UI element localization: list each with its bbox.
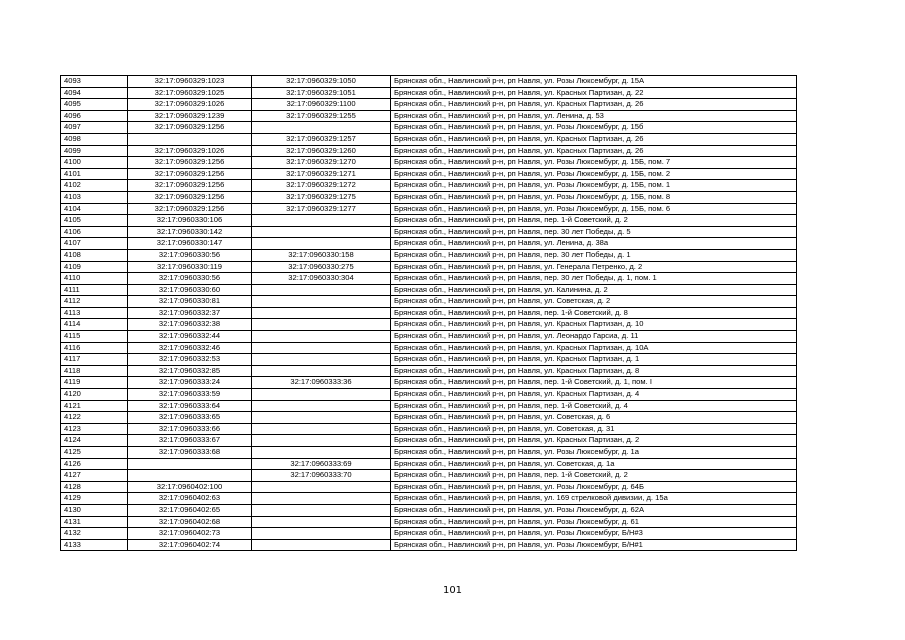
related-cadastral-number-cell [252, 447, 391, 459]
table-row [61, 157, 797, 169]
table-row [61, 215, 797, 227]
cadastral-number-cell: 32:17:0960402:100 [128, 481, 252, 493]
table-row [61, 504, 797, 516]
address-cell: Брянская обл., Навлинский р-н, рп Навля, ул. Розы Люксембург, д. 61 [391, 516, 797, 528]
related-cadastral-number-cell [252, 481, 391, 493]
table-row [61, 261, 797, 273]
address-cell: Брянская обл., Навлинский р-н, рп Навля, ул. Красных Партизан, д. 4 [391, 389, 797, 401]
cadastral-number-cell: 32:17:0960329:1256 [128, 191, 252, 203]
address-cell: Брянская обл., Навлинский р-н, рп Навля, пер. 30 лет Победы, д. 1, пом. 1 [391, 273, 797, 285]
address-cell: Брянская обл., Навлинский р-н, рп Навля, пер. 1-й Советский, д. 2 [391, 215, 797, 227]
address-cell: Брянская обл., Навлинский р-н, рп Навля, ул. Розы Люксембург, д. 62А [391, 504, 797, 516]
table-row [61, 412, 797, 424]
table-row [61, 435, 797, 447]
row-number-cell: 4127 [61, 470, 128, 482]
related-cadastral-number-cell [252, 226, 391, 238]
related-cadastral-number-cell: 32:17:0960330:275 [252, 261, 391, 273]
related-cadastral-number-cell [252, 296, 391, 308]
related-cadastral-number-cell: 32:17:0960329:1277 [252, 203, 391, 215]
cadastral-number-cell: 32:17:0960402:74 [128, 539, 252, 551]
table-row [61, 400, 797, 412]
related-cadastral-number-cell [252, 331, 391, 343]
row-number-cell: 4116 [61, 342, 128, 354]
table-row [61, 99, 797, 111]
row-number-cell: 4105 [61, 215, 128, 227]
related-cadastral-number-cell [252, 504, 391, 516]
related-cadastral-number-cell [252, 389, 391, 401]
table-row [61, 481, 797, 493]
address-cell: Брянская обл., Навлинский р-н, рп Навля, ул. Розы Люксембург, д. 15б [391, 122, 797, 134]
table-row [61, 377, 797, 389]
related-cadastral-number-cell [252, 516, 391, 528]
address-cell: Брянская обл., Навлинский р-н, рп Навля, ул. Красных Партизан, д. 26 [391, 99, 797, 111]
table-row [61, 226, 797, 238]
address-cell: Брянская обл., Навлинский р-н, рп Навля, ул. Ленина, д. 53 [391, 110, 797, 122]
related-cadastral-number-cell [252, 354, 391, 366]
related-cadastral-number-cell: 32:17:0960329:1257 [252, 133, 391, 145]
related-cadastral-number-cell: 32:17:0960330:304 [252, 273, 391, 285]
row-number-cell: 4111 [61, 284, 128, 296]
cadastral-number-cell: 32:17:0960330:60 [128, 284, 252, 296]
table-row [61, 470, 797, 482]
related-cadastral-number-cell: 32:17:0960329:1272 [252, 180, 391, 192]
table-row [61, 493, 797, 505]
cadastral-number-cell: 32:17:0960330:56 [128, 273, 252, 285]
related-cadastral-number-cell [252, 423, 391, 435]
related-cadastral-number-cell [252, 539, 391, 551]
row-number-cell: 4131 [61, 516, 128, 528]
related-cadastral-number-cell [252, 342, 391, 354]
address-cell: Брянская обл., Навлинский р-н, рп Навля, ул. Калинина, д. 2 [391, 284, 797, 296]
address-cell: Брянская обл., Навлинский р-н, рп Навля, пер. 30 лет Победы, д. 5 [391, 226, 797, 238]
table-body [61, 76, 797, 551]
table-row [61, 284, 797, 296]
table-row [61, 389, 797, 401]
address-cell: Брянская обл., Навлинский р-н, рп Навля, ул. Советская, д. 6 [391, 412, 797, 424]
address-cell: Брянская обл., Навлинский р-н, рп Навля, ул. Генерала Петренко, д. 2 [391, 261, 797, 273]
row-number-cell: 4099 [61, 145, 128, 157]
address-cell: Брянская обл., Навлинский р-н, рп Навля, ул. Красных Партизан, д. 1 [391, 354, 797, 366]
table-row [61, 238, 797, 250]
cadastral-number-cell: 32:17:0960333:65 [128, 412, 252, 424]
cadastral-register-table [60, 75, 797, 551]
cadastral-number-cell: 32:17:0960402:63 [128, 493, 252, 505]
page-number: 101 [442, 585, 463, 596]
related-cadastral-number-cell [252, 365, 391, 377]
row-number-cell: 4118 [61, 365, 128, 377]
table-row [61, 539, 797, 551]
row-number-cell: 4110 [61, 273, 128, 285]
table-row [61, 458, 797, 470]
cadastral-number-cell [128, 470, 252, 482]
cadastral-number-cell: 32:17:0960329:1256 [128, 168, 252, 180]
table-row [61, 342, 797, 354]
table-row [61, 365, 797, 377]
address-cell: Брянская обл., Навлинский р-н, рп Навля, ул. Красных Партизан, д. 2 [391, 435, 797, 447]
row-number-cell: 4120 [61, 389, 128, 401]
related-cadastral-number-cell: 32:17:0960333:36 [252, 377, 391, 389]
address-cell: Брянская обл., Навлинский р-н, рп Навля, пер. 1-й Советский, д. 8 [391, 307, 797, 319]
address-cell: Брянская обл., Навлинский р-н, рп Навля, ул. Розы Люксембург, д. 1а [391, 447, 797, 459]
related-cadastral-number-cell [252, 284, 391, 296]
address-cell: Брянская обл., Навлинский р-н, рп Навля, ул. Розы Люксембург, д. 15Б, пом. 7 [391, 157, 797, 169]
address-cell: Брянская обл., Навлинский р-н, рп Навля, ул. Красных Партизан, д. 26 [391, 133, 797, 145]
table-row [61, 516, 797, 528]
related-cadastral-number-cell: 32:17:0960329:1255 [252, 110, 391, 122]
cadastral-number-cell: 32:17:0960329:1026 [128, 145, 252, 157]
row-number-cell: 4125 [61, 447, 128, 459]
cadastral-number-cell: 32:17:0960329:1023 [128, 76, 252, 88]
row-number-cell: 4128 [61, 481, 128, 493]
address-cell: Брянская обл., Навлинский р-н, рп Навля, ул. Советская, д. 1а [391, 458, 797, 470]
related-cadastral-number-cell: 32:17:0960329:1051 [252, 87, 391, 99]
cadastral-number-cell: 32:17:0960329:1256 [128, 157, 252, 169]
address-cell: Брянская обл., Навлинский р-н, рп Навля, ул. Розы Люксембург, Б/Н#1 [391, 539, 797, 551]
row-number-cell: 4129 [61, 493, 128, 505]
table-row [61, 528, 797, 540]
related-cadastral-number-cell: 32:17:0960330:158 [252, 249, 391, 261]
cadastral-number-cell: 32:17:0960333:66 [128, 423, 252, 435]
related-cadastral-number-cell [252, 412, 391, 424]
row-number-cell: 4124 [61, 435, 128, 447]
related-cadastral-number-cell [252, 528, 391, 540]
address-cell: Брянская обл., Навлинский р-н, рп Навля, ул. Розы Люксембург, д. 15Б, пом. 8 [391, 191, 797, 203]
row-number-cell: 4106 [61, 226, 128, 238]
table-row [61, 191, 797, 203]
address-cell: Брянская обл., Навлинский р-н, рп Навля, ул. Розы Люксембург, д. 15Б, пом. 2 [391, 168, 797, 180]
address-cell: Брянская обл., Навлинский р-н, рп Навля, пер. 30 лет Победы, д. 1 [391, 249, 797, 261]
related-cadastral-number-cell: 32:17:0960333:69 [252, 458, 391, 470]
row-number-cell: 4096 [61, 110, 128, 122]
address-cell: Брянская обл., Навлинский р-н, рп Навля, ул. Розы Люксембург, д. 15Б, пом. 6 [391, 203, 797, 215]
cadastral-number-cell: 32:17:0960329:1256 [128, 180, 252, 192]
row-number-cell: 4133 [61, 539, 128, 551]
row-number-cell: 4093 [61, 76, 128, 88]
address-cell: Брянская обл., Навлинский р-н, рп Навля, ул. Советская, д. 31 [391, 423, 797, 435]
row-number-cell: 4097 [61, 122, 128, 134]
cadastral-number-cell: 32:17:0960333:24 [128, 377, 252, 389]
row-number-cell: 4102 [61, 180, 128, 192]
cadastral-number-cell: 32:17:0960329:1026 [128, 99, 252, 111]
cadastral-number-cell: 32:17:0960402:65 [128, 504, 252, 516]
related-cadastral-number-cell [252, 319, 391, 331]
cadastral-number-cell: 32:17:0960332:44 [128, 331, 252, 343]
related-cadastral-number-cell: 32:17:0960329:1050 [252, 76, 391, 88]
row-number-cell: 4101 [61, 168, 128, 180]
cadastral-number-cell: 32:17:0960329:1256 [128, 203, 252, 215]
row-number-cell: 4123 [61, 423, 128, 435]
address-cell: Брянская обл., Навлинский р-н, рп Навля, ул. Ленина, д. 38а [391, 238, 797, 250]
related-cadastral-number-cell: 32:17:0960329:1271 [252, 168, 391, 180]
row-number-cell: 4130 [61, 504, 128, 516]
address-cell: Брянская обл., Навлинский р-н, рп Навля, ул. Леонардо Гарсиа, д. 11 [391, 331, 797, 343]
cadastral-number-cell: 32:17:0960333:67 [128, 435, 252, 447]
table-row [61, 168, 797, 180]
table-row [61, 110, 797, 122]
address-cell: Брянская обл., Навлинский р-н, рп Навля, ул. Советская, д. 2 [391, 296, 797, 308]
row-number-cell: 4112 [61, 296, 128, 308]
row-number-cell: 4117 [61, 354, 128, 366]
table-row [61, 180, 797, 192]
cadastral-number-cell: 32:17:0960402:68 [128, 516, 252, 528]
cadastral-number-cell: 32:17:0960333:68 [128, 447, 252, 459]
address-cell: Брянская обл., Навлинский р-н, рп Навля, ул. Красных Партизан, д. 10А [391, 342, 797, 354]
row-number-cell: 4119 [61, 377, 128, 389]
table-row [61, 423, 797, 435]
related-cadastral-number-cell: 32:17:0960329:1260 [252, 145, 391, 157]
cadastral-number-cell: 32:17:0960330:106 [128, 215, 252, 227]
cadastral-number-cell: 32:17:0960332:46 [128, 342, 252, 354]
row-number-cell: 4100 [61, 157, 128, 169]
row-number-cell: 4109 [61, 261, 128, 273]
address-cell: Брянская обл., Навлинский р-н, рп Навля, ул. Розы Люксембург, Б/Н#3 [391, 528, 797, 540]
row-number-cell: 4108 [61, 249, 128, 261]
table-row [61, 319, 797, 331]
table-row [61, 447, 797, 459]
table-row [61, 203, 797, 215]
related-cadastral-number-cell [252, 435, 391, 447]
address-cell: Брянская обл., Навлинский р-н, рп Навля, ул. Красных Партизан, д. 26 [391, 145, 797, 157]
table-row [61, 331, 797, 343]
related-cadastral-number-cell [252, 215, 391, 227]
related-cadastral-number-cell: 32:17:0960329:1275 [252, 191, 391, 203]
cadastral-number-cell: 32:17:0960330:81 [128, 296, 252, 308]
row-number-cell: 4132 [61, 528, 128, 540]
row-number-cell: 4121 [61, 400, 128, 412]
related-cadastral-number-cell: 32:17:0960329:1270 [252, 157, 391, 169]
row-number-cell: 4095 [61, 99, 128, 111]
address-cell: Брянская обл., Навлинский р-н, рп Навля, ул. Розы Люксембург, д. 15А [391, 76, 797, 88]
row-number-cell: 4094 [61, 87, 128, 99]
row-number-cell: 4113 [61, 307, 128, 319]
cadastral-number-cell: 32:17:0960330:147 [128, 238, 252, 250]
cadastral-number-cell: 32:17:0960330:56 [128, 249, 252, 261]
table-row [61, 249, 797, 261]
table-row [61, 354, 797, 366]
cadastral-number-cell: 32:17:0960402:73 [128, 528, 252, 540]
related-cadastral-number-cell [252, 400, 391, 412]
cadastral-number-cell: 32:17:0960332:38 [128, 319, 252, 331]
address-cell: Брянская обл., Навлинский р-н, рп Навля, пер. 1-й Советский, д. 2 [391, 470, 797, 482]
address-cell: Брянская обл., Навлинский р-н, рп Навля, ул. 169 стрелковой дивизии, д. 15а [391, 493, 797, 505]
cadastral-number-cell: 32:17:0960329:1239 [128, 110, 252, 122]
related-cadastral-number-cell [252, 122, 391, 134]
table-row [61, 76, 797, 88]
address-cell: Брянская обл., Навлинский р-н, рп Навля, ул. Красных Партизан, д. 10 [391, 319, 797, 331]
cadastral-number-cell: 32:17:0960333:59 [128, 389, 252, 401]
row-number-cell: 4098 [61, 133, 128, 145]
address-cell: Брянская обл., Навлинский р-н, рп Навля, ул. Красных Партизан, д. 22 [391, 87, 797, 99]
row-number-cell: 4103 [61, 191, 128, 203]
cadastral-number-cell: 32:17:0960329:1256 [128, 122, 252, 134]
row-number-cell: 4126 [61, 458, 128, 470]
table-row [61, 122, 797, 134]
address-cell: Брянская обл., Навлинский р-н, рп Навля, пер. 1-й Советский, д. 4 [391, 400, 797, 412]
cadastral-number-cell: 32:17:0960330:119 [128, 261, 252, 273]
cadastral-number-cell [128, 458, 252, 470]
row-number-cell: 4104 [61, 203, 128, 215]
address-cell: Брянская обл., Навлинский р-н, рп Навля, ул. Красных Партизан, д. 8 [391, 365, 797, 377]
table-row [61, 273, 797, 285]
cadastral-number-cell: 32:17:0960333:64 [128, 400, 252, 412]
cadastral-number-cell: 32:17:0960330:142 [128, 226, 252, 238]
table-row [61, 307, 797, 319]
row-number-cell: 4115 [61, 331, 128, 343]
related-cadastral-number-cell: 32:17:0960329:1100 [252, 99, 391, 111]
row-number-cell: 4107 [61, 238, 128, 250]
cadastral-number-cell: 32:17:0960332:37 [128, 307, 252, 319]
cadastral-number-cell [128, 133, 252, 145]
table-row [61, 133, 797, 145]
related-cadastral-number-cell: 32:17:0960333:70 [252, 470, 391, 482]
related-cadastral-number-cell [252, 307, 391, 319]
table-row [61, 296, 797, 308]
cadastral-number-cell: 32:17:0960332:53 [128, 354, 252, 366]
table-row [61, 145, 797, 157]
related-cadastral-number-cell [252, 238, 391, 250]
row-number-cell: 4122 [61, 412, 128, 424]
cadastral-number-cell: 32:17:0960332:85 [128, 365, 252, 377]
cadastral-number-cell: 32:17:0960329:1025 [128, 87, 252, 99]
address-cell: Брянская обл., Навлинский р-н, рп Навля, ул. Розы Люксембург, д. 15Б, пом. 1 [391, 180, 797, 192]
table-row [61, 87, 797, 99]
address-cell: Брянская обл., Навлинский р-н, рп Навля, ул. Розы Люксембург, д. 64Б [391, 481, 797, 493]
related-cadastral-number-cell [252, 493, 391, 505]
address-cell: Брянская обл., Навлинский р-н, рп Навля, пер. 1-й Советский, д. 1, пом. I [391, 377, 797, 389]
row-number-cell: 4114 [61, 319, 128, 331]
